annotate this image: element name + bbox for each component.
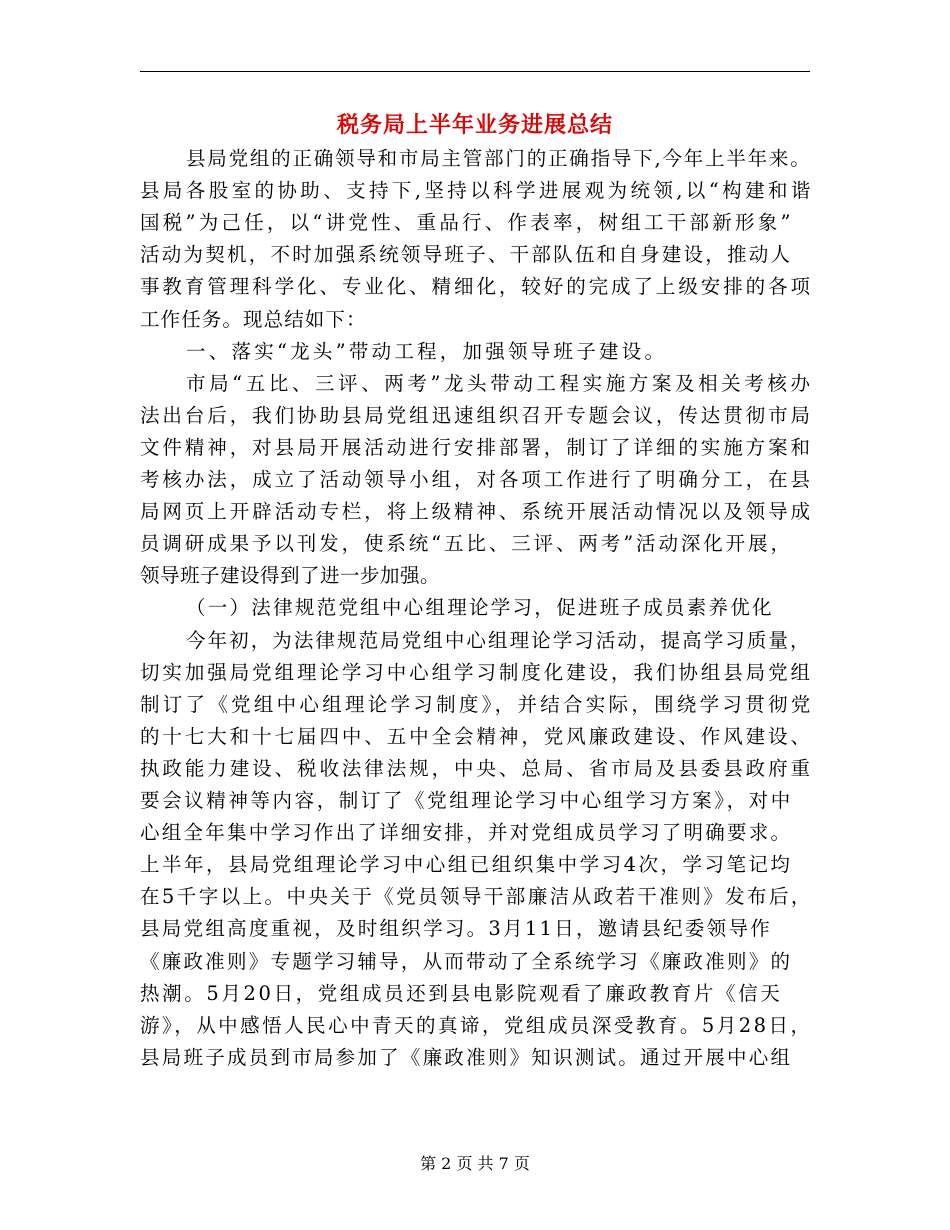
body-line: 考核办法，成立了活动领导小组，对各项工作进行了明确分工，在县 [140,468,813,491]
body-line: 县局党组的正确领导和市局主管部门的正确指导下,今年上半年来。 [186,147,812,170]
body-line: 文件精神，对县局开展活动进行安排部署，制订了详细的实施方案和 [140,435,813,459]
body-line: 《廉政准则》专题学习辅导，从而带动了全系统学习《廉政准则》的 [140,949,793,973]
body-line: 心组全年集中学习作出了详细安排，并对党组成员学习了明确要求。 [140,821,793,845]
body-line: 制订了《党组中心组理论学习制度》，并结合实际，围绕学习贯彻党 [140,692,814,716]
body-line: 热潮。5月20日，党组成员还到县电影院观看了廉政教育片《信天 [140,981,783,1005]
body-line: 法出台后，我们协助县局党组迅速组织召开专题会议，传达贯彻市局 [140,403,813,427]
body-line: 要会议精神等内容，制订了《党组理论学习中心组学习方案》，对中 [140,789,793,812]
body-line: 员调研成果予以刊发，使系统“五比、三评、两考”活动深化开展， [140,532,793,556]
body-line: 局网页上开辟活动专栏，将上级精神、系统开展活动情况以及领导成 [140,500,813,524]
subsection-heading: （一）法律规范党组中心组理论学习，促进班子成员素养优化 [186,596,774,620]
body-line: 国税”为己任，以“讲党性、重品行、作表率，树组工干部新形象” [140,211,794,235]
body-line: 活动为契机，不时加强系统领导班子、干部队伍和自身建设，推动人 [140,243,793,267]
body-line: 的十七大和十七届四中、五中全会精神，党风廉政建设、作风建设、 [140,724,813,748]
header-rule [140,71,810,72]
body-line: 今年初，为法律规范局党组中心组理论学习活动，提高学习质量， [186,628,812,652]
body-line: 切实加强局党组理论学习中心组学习制度化建设，我们协组县局党组 [140,660,813,684]
body-line: 事教育管理科学化、专业化、精细化，较好的完成了上级安排的各项 [140,275,813,299]
body-line: 执政能力建设、税收法律法规，中央、总局、省市局及县委县政府重 [140,756,813,780]
section-heading: 一、落实“龙头”带动工程，加强领导班子建设。 [186,339,668,363]
body-line: 县局班子成员到市局参加了《廉政准则》知识测试。通过开展中心组 [140,1045,793,1069]
body-line: 在5千字以上。中央关于《党员领导干部廉洁从政若干准则》发布后， [140,885,813,909]
document-title: 税务局上半年业务进展总结 [336,112,613,138]
page-number: 第 2 页 共 7 页 [420,1154,530,1173]
body-line: 县局各股室的协助、支持下,坚持以科学进展观为统领,以“构建和谐 [140,179,814,203]
body-line: 游》，从中感悟人民心中青天的真谛，党组成员深受教育。5月28日， [140,1013,813,1037]
body-line: 工作任务。现总结如下： [140,307,367,331]
body-line: 上半年，县局党组理论学习中心组已组织集中学习4次，学习笔记均 [140,853,793,877]
body-line: 领导班子建设得到了进一步加强。 [140,564,441,588]
body-line: 市局“五比、三评、两考”龙头带动工程实施方案及相关考核办 [186,371,814,395]
body-line: 县局党组高度重视，及时组织学习。3月11日，邀请县纪委领导作 [140,917,772,941]
